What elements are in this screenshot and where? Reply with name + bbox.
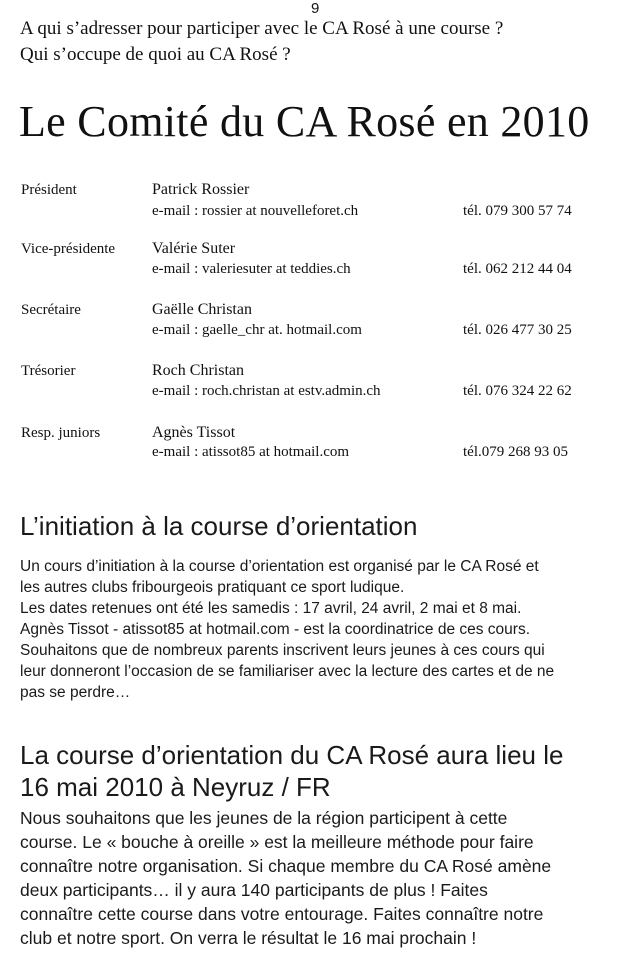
body-line: club et notre sport. On verra le résultat le 16 mai prochain ! <box>20 928 477 948</box>
initiation-title: L’initiation à la course d’orientation <box>20 511 418 541</box>
member-role: Resp. juniors <box>21 425 101 441</box>
member-email: e-mail : gaelle_chr at. hotmail.com <box>152 322 362 338</box>
member-phone: tél. 076 324 22 62 <box>463 383 572 399</box>
body-line: Souhaitons que de nombreux parents inscrivent leurs jeunes à ces cours qui <box>20 642 545 659</box>
body-line: Agnès Tissot - atissot85 at hotmail.com - est la coordinatrice de ces cours. <box>20 621 531 638</box>
body-line: course. Le « bouche à oreille » est la meilleure méthode pour faire <box>20 832 534 852</box>
member-role: Président <box>21 182 77 198</box>
member-name: Gaëlle Christan <box>152 301 252 318</box>
body-line: connaître notre organisation. Si chaque membre du CA Rosé amène <box>20 856 552 876</box>
race-body <box>20 806 628 950</box>
initiation-body <box>20 556 628 703</box>
member-phone: tél.079 268 93 05 <box>463 444 568 460</box>
body-line: deux participants… il y aura 140 participants de plus ! Faites <box>20 880 488 900</box>
member-email: e-mail : rossier at nouvelleforet.ch <box>152 203 359 219</box>
body-line: leur donneront l’occasion de se familiariser avec la lecture des cartes et de ne <box>20 663 555 680</box>
member-role: Trésorier <box>21 363 76 379</box>
intro-question-2: Qui s’occupe de quoi au CA Rosé ? <box>20 44 291 65</box>
body-line: Un cours d’initiation à la course d’orientation est organisé par le CA Rosé et <box>20 558 539 575</box>
body-line: Les dates retenues ont été les samedis : 17 avril, 24 avril, 2 mai et 8 mai. <box>20 600 522 617</box>
member-name: Patrick Rossier <box>152 181 250 198</box>
member-phone: tél. 026 477 30 25 <box>463 322 572 338</box>
member-name: Roch Christan <box>152 362 244 379</box>
member-phone: tél. 062 212 44 04 <box>463 261 572 277</box>
member-email: e-mail : atissot85 at hotmail.com <box>152 444 350 460</box>
member-role: Secrétaire <box>21 302 81 318</box>
page-number: 9 <box>311 0 320 17</box>
member-role: Vice-présidente <box>21 241 116 257</box>
race-title-line-1: La course d’orientation du CA Rosé aura lieu le <box>20 740 564 770</box>
intro-question-1: A qui s’adresser pour participer avec le CA Rosé à une course ? <box>20 18 504 39</box>
member-name: Valérie Suter <box>152 240 236 257</box>
member-phone: tél. 079 300 57 74 <box>463 203 572 219</box>
body-line: les autres clubs fribourgeois pratiquant ce sport ludique. <box>20 579 405 596</box>
member-name: Agnès Tissot <box>152 424 236 441</box>
body-line: connaître cette course dans votre entourage. Faites connaître notre <box>20 904 544 924</box>
member-email: e-mail : valeriesuter at teddies.ch <box>152 261 351 277</box>
committee-title: Le Comité du CA Rosé en 2010 <box>19 97 590 146</box>
body-line: pas se perdre… <box>20 684 131 701</box>
race-title-line-2: 16 mai 2010 à Neyruz / FR <box>20 772 331 802</box>
body-line: Nous souhaitons que les jeunes de la région participent à cette <box>20 808 508 828</box>
member-email: e-mail : roch.christan at estv.admin.ch <box>152 383 381 399</box>
race-title <box>20 739 563 803</box>
